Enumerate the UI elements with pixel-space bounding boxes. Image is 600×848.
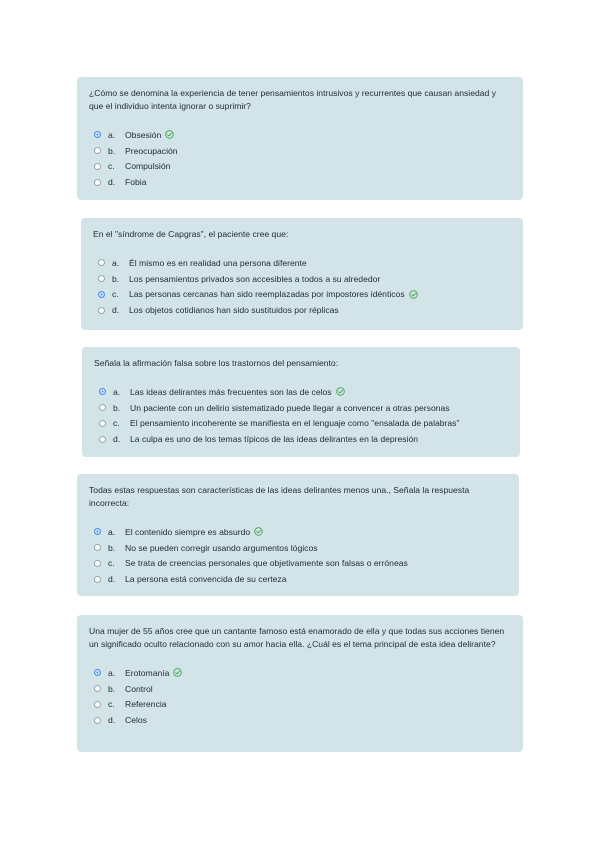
question-text: Todas estas respuestas son características de las ideas delirantes menos una., Señala la respuesta incorrecta: [89,485,470,508]
question-text: Una mujer de 55 años cree que un cantante famoso está enamorado de ella y que todas sus acciones tienen un significado oculto relacionado con su amor hacia ella. ¿Cuál es el tema principal de esta idea delirante? [89,626,505,649]
option-text: No se pueden corregir usando argumentos lógicos [125,542,318,553]
option-letter: d. [108,715,116,726]
question-card-3 [82,347,520,457]
radio-button[interactable] [94,701,101,708]
option-letter: c. [108,558,115,569]
answer-option-c[interactable] [98,287,511,303]
question-card-2 [81,218,523,330]
question-text: ¿Cómo se denomina la experiencia de tener pensamientos intrusivos y recurrentes que causan ansiedad y que el individuo intenta ignorar o suprimir? [89,88,496,111]
radio-button[interactable] [98,291,105,298]
option-text: El contenido siempre es absurdo [125,526,251,537]
radio-button[interactable] [94,147,101,154]
option-text: Los objetos cotidianos han sido sustituidos por réplicas [129,305,339,316]
option-letter: c. [108,161,115,172]
radio-button[interactable] [98,259,105,266]
option-letter: b. [112,273,120,284]
answer-option-c[interactable] [94,556,507,572]
option-text: Las personas cercanas han sido reemplazadas por impostores idénticos [129,289,405,300]
option-letter: a. [108,667,116,678]
answer-option-d[interactable] [94,174,511,190]
answer-option-a[interactable] [98,255,511,271]
answer-option-a[interactable] [94,127,511,143]
radio-button[interactable] [99,388,106,395]
radio-button[interactable] [94,131,101,138]
radio-button[interactable] [94,179,101,186]
radio-button[interactable] [99,404,106,411]
option-text: Se trata de creencias personales que objetivamente son falsas o erróneas [125,558,408,569]
radio-button[interactable] [99,436,106,443]
answer-option-c[interactable] [94,159,511,175]
option-text: Él mismo es en realidad una persona diferente [129,257,307,268]
question-card-1 [77,77,523,200]
question-text: Señala la afirmación falsa sobre los trastornos del pensamiento: [94,358,339,368]
answer-option-b[interactable] [94,143,511,159]
option-text: Fobia [125,177,147,188]
correct-check-icon [336,387,345,396]
radio-button[interactable] [98,275,105,282]
answer-options [89,665,511,728]
option-text: El pensamiento incoherente se manifiesta en el lenguaje como "ensalada de palabras" [130,418,460,429]
answer-options [89,524,507,587]
answer-option-b[interactable] [94,681,511,697]
answer-option-a[interactable] [94,665,511,681]
option-text: Referencia [125,699,167,710]
answer-option-c[interactable] [99,416,508,432]
radio-button[interactable] [94,576,101,583]
answer-options [93,255,511,318]
answer-option-d[interactable] [99,431,508,447]
option-letter: c. [113,418,120,429]
option-letter: b. [108,145,116,156]
option-letter: a. [113,386,121,397]
option-letter: a. [108,526,116,537]
option-text: Obsesión [125,129,162,140]
option-letter: b. [113,402,121,413]
correct-check-icon [409,290,418,299]
answer-option-d[interactable] [98,302,511,318]
answer-option-c[interactable] [94,697,511,713]
option-text: La persona está convencida de su certeza [125,574,287,585]
option-letter: d. [112,305,120,316]
option-text: Las ideas delirantes más frecuentes son las de celos [130,386,332,397]
correct-check-icon [165,130,174,139]
answer-option-b[interactable] [94,540,507,556]
question-card-5 [77,615,523,752]
answer-option-a[interactable] [94,524,507,540]
option-text: Preocupación [125,145,178,156]
radio-button[interactable] [94,560,101,567]
option-text: Erotomanía [125,667,170,678]
radio-button[interactable] [94,528,101,535]
option-text: La culpa es uno de los temas típicos de las ideas delirantes en la depresión [130,434,419,445]
option-text: Los pensamientos privados son accesibles a todos a su alrededor [129,273,381,284]
radio-button[interactable] [98,307,105,314]
answer-option-d[interactable] [94,571,507,587]
answer-option-d[interactable] [94,712,511,728]
answer-option-a[interactable] [99,384,508,400]
radio-button[interactable] [99,420,106,427]
question-text: En el "síndrome de Capgras", el paciente cree que: [93,229,289,239]
radio-button[interactable] [94,669,101,676]
option-letter: d. [113,434,121,445]
option-text: Compulsión [125,161,171,172]
option-text: Un paciente con un delirio sistematizado puede llegar a convencer a otras personas [130,402,450,413]
radio-button[interactable] [94,163,101,170]
radio-button[interactable] [94,685,101,692]
answer-option-b[interactable] [98,271,511,287]
answer-option-b[interactable] [99,400,508,416]
radio-button[interactable] [94,717,101,724]
option-letter: c. [112,289,119,300]
correct-check-icon [173,668,182,677]
option-letter: d. [108,574,116,585]
correct-check-icon [254,527,263,536]
option-letter: b. [108,683,116,694]
answer-options [89,127,511,190]
question-card-4 [77,474,519,596]
option-text: Celos [125,715,147,726]
option-letter: a. [108,129,116,140]
option-letter: d. [108,177,116,188]
option-letter: c. [108,699,115,710]
option-text: Control [125,683,153,694]
option-letter: b. [108,542,116,553]
option-letter: a. [112,257,120,268]
radio-button[interactable] [94,544,101,551]
answer-options [94,384,508,447]
